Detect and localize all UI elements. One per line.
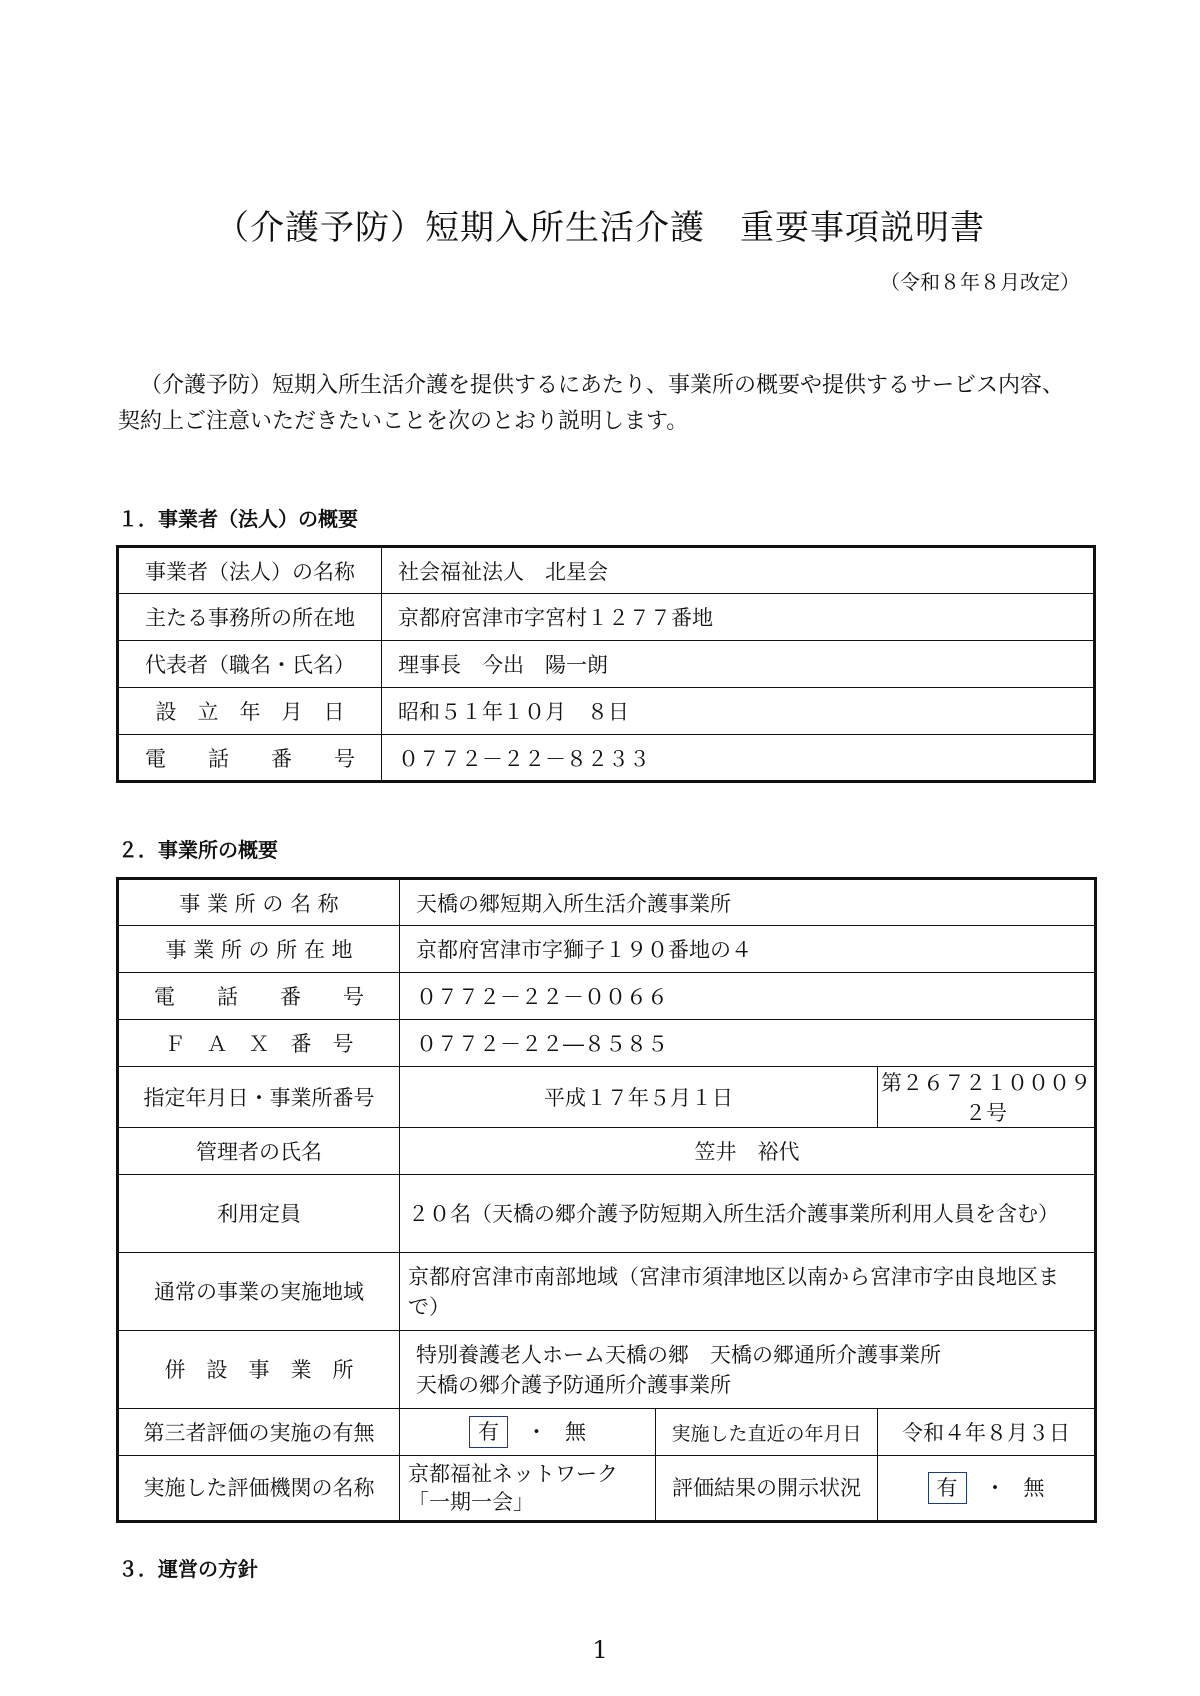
table-row xyxy=(118,1175,1096,1253)
office-phone-label: 電 話 番 号 xyxy=(118,973,400,1020)
table-row xyxy=(118,1409,1096,1456)
recent-date-label: 実施した直近の年月日 xyxy=(656,1409,878,1456)
designation-label: 指定年月日・事業所番号 xyxy=(118,1067,400,1128)
established-date-label: 設 立 年 月 日 xyxy=(118,688,382,735)
manager-label: 管理者の氏名 xyxy=(118,1128,400,1175)
table-row xyxy=(118,1331,1096,1409)
table-row xyxy=(118,1253,1096,1331)
annex-label: 併 設 事 業 所 xyxy=(118,1331,400,1409)
third-party-choice xyxy=(400,1409,656,1456)
office-name-value: 天橋の郷短期入所生活介護事業所 xyxy=(400,879,1096,926)
section-3-heading: ３．運営の方針 xyxy=(118,1557,258,1581)
table-row xyxy=(118,1456,1096,1522)
office-overview-table xyxy=(116,877,1097,1523)
corp-phone-value: ０７７２－２２－８２３３ xyxy=(382,735,1095,782)
established-date-value: 昭和５１年１０月 ８日 xyxy=(382,688,1095,735)
corp-address-label: 主たる事務所の所在地 xyxy=(118,594,382,641)
disclosure-choice xyxy=(878,1456,1096,1522)
corp-name-value: 社会福祉法人 北星会 xyxy=(382,547,1095,594)
table-row xyxy=(118,735,1095,782)
revision-note: （令和８年８月改定） xyxy=(880,270,1080,294)
choice-separator: ・ xyxy=(984,1476,1006,1500)
table-row xyxy=(118,1067,1096,1128)
table-row xyxy=(118,1020,1096,1067)
table-row xyxy=(118,641,1095,688)
third-party-yes: 有 xyxy=(469,1416,508,1448)
section-2-heading: ２．事業所の概要 xyxy=(118,838,278,862)
disclosure-yes: 有 xyxy=(928,1472,967,1504)
representative-label: 代表者（職名・氏名） xyxy=(118,641,382,688)
corporation-overview-table xyxy=(116,545,1096,783)
table-row xyxy=(118,879,1096,926)
disclosure-label: 評価結果の開示状況 xyxy=(656,1456,878,1522)
recent-date-value: 令和４年８月３日 xyxy=(878,1409,1096,1456)
intro-paragraph: （介護予防）短期入所生活介護を提供するにあたり、事業所の概要や提供するサービス内容、契約上ご注意いただきたいことを次のとおり説明します。 xyxy=(118,373,1065,434)
office-address-value: 京都府宮津市字獅子１９０番地の４ xyxy=(400,926,1096,973)
annex-line-2: 天橋の郷介護予防通所介護事業所 xyxy=(416,1372,731,1397)
office-number: 第２６７２１０００９２号 xyxy=(878,1067,1096,1128)
table-row xyxy=(118,973,1096,1020)
annex-line-1: 特別養護老人ホーム天橋の郷 天橋の郷通所介護事業所 xyxy=(416,1342,941,1367)
office-phone-value: ０７７２－２２－００６６ xyxy=(400,973,1096,1020)
page-number: 1 xyxy=(592,1636,608,1664)
corp-phone-label: 電 話 番 号 xyxy=(118,735,382,782)
corp-address-value: 京都府宮津市字宮村１２７７番地 xyxy=(382,594,1095,641)
fax-value: ０７７２－２２―８５８５ xyxy=(400,1020,1096,1067)
representative-value: 理事長 今出 陽一朗 xyxy=(382,641,1095,688)
choice-separator: ・ xyxy=(526,1420,547,1444)
service-area-label: 通常の事業の実施地域 xyxy=(118,1253,400,1331)
section-1-heading: １．事業者（法人）の概要 xyxy=(118,507,358,531)
table-row xyxy=(118,1128,1096,1175)
annex-value xyxy=(400,1331,1096,1409)
office-name-label: 事 業 所 の 名 称 xyxy=(118,879,400,926)
third-party-label: 第三者評価の実施の有無 xyxy=(118,1409,400,1456)
table-row xyxy=(118,547,1095,594)
third-party-no: 無 xyxy=(565,1420,586,1444)
fax-label: Ｆ Ａ Ｘ 番 号 xyxy=(118,1020,400,1067)
capacity-value: ２０名（天橋の郷介護予防短期入所生活介護事業所利用人員を含む） xyxy=(400,1175,1096,1253)
disclosure-no: 無 xyxy=(1023,1476,1045,1500)
manager-value: 笠井 裕代 xyxy=(400,1128,1096,1175)
document-title: （介護予防）短期入所生活介護 重要事項説明書 xyxy=(215,208,985,248)
table-row xyxy=(118,688,1095,735)
designation-date: 平成１７年５月１日 xyxy=(400,1067,878,1128)
eval-org-label: 実施した評価機関の名称 xyxy=(118,1456,400,1522)
office-address-label: 事 業 所 の 所 在 地 xyxy=(118,926,400,973)
capacity-label: 利用定員 xyxy=(118,1175,400,1253)
table-row xyxy=(118,594,1095,641)
service-area-value: 京都府宮津市南部地域（宮津市須津地区以南から宮津市字由良地区まで） xyxy=(400,1253,1096,1331)
table-row xyxy=(118,926,1096,973)
corp-name-label: 事業者（法人）の名称 xyxy=(118,547,382,594)
eval-org-value: 京都福祉ネットワーク「一期一会」 xyxy=(400,1456,656,1522)
